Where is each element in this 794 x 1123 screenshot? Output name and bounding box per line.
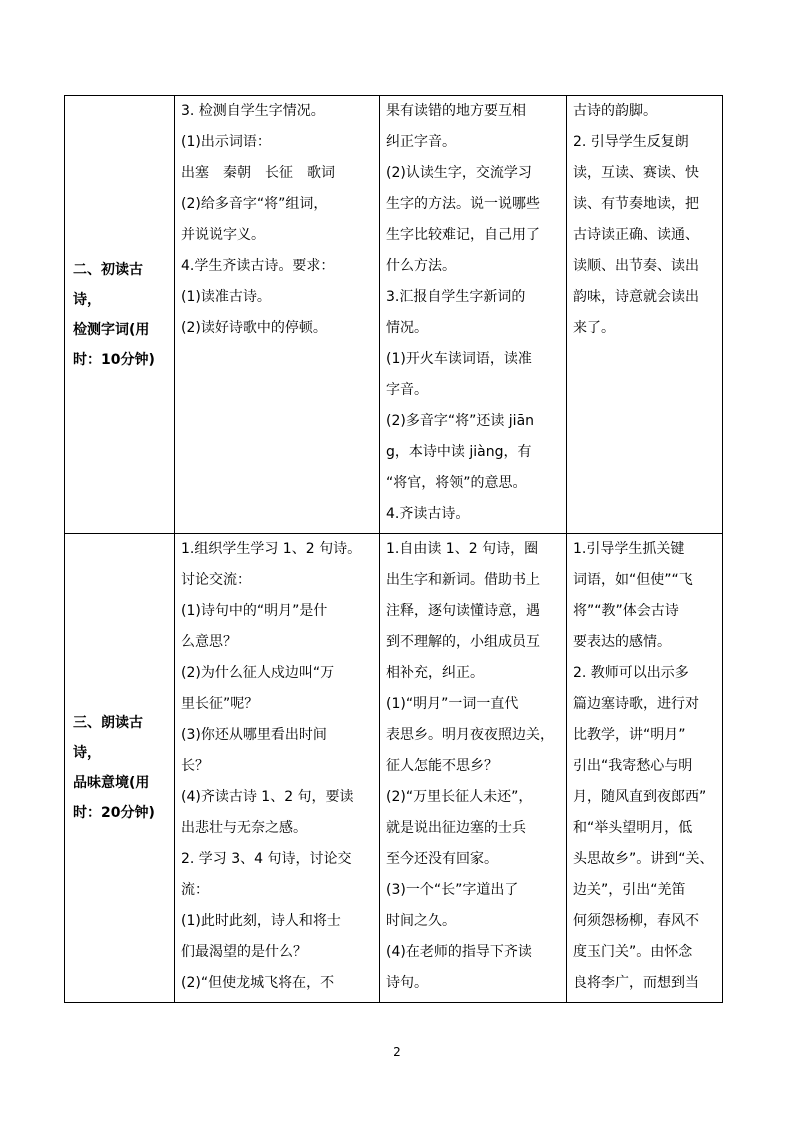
text-line: (1)读准古诗。: [181, 289, 271, 305]
teacher-activity-cell: [175, 96, 380, 534]
text-line: 什么方法。: [386, 258, 456, 274]
text-line: 就是说出征边塞的士兵: [386, 820, 526, 836]
teacher-activity-cell: [175, 534, 380, 1003]
text-line: 读、有节奏地读，把: [573, 196, 699, 212]
student-activity-cell: [380, 534, 567, 1003]
stage-title: 二、初读古诗， 检测字词(用 时：10分钟): [73, 261, 155, 368]
text-line: 3. 检测自学生字情况。: [181, 103, 325, 119]
text-line: (4)在老师的指导下齐读: [386, 944, 532, 960]
text-line: (1)“明月”一词一直代: [386, 696, 519, 712]
design-notes-cell: [567, 534, 723, 1003]
text-line: 何须怨杨柳，春风不: [573, 913, 699, 929]
text-line: 里长征”呢？: [181, 696, 259, 712]
text-line: 诗句。: [386, 975, 428, 991]
page-number: 2: [393, 1045, 401, 1059]
text-line: (1)此时此刻，诗人和将士: [181, 913, 341, 929]
text-line: 时间之久。: [386, 913, 456, 929]
text-line: 2. 教师可以出示多: [573, 665, 689, 681]
stage-cell: [65, 534, 175, 1003]
text-line: 要表达的感情。: [573, 634, 671, 650]
text-line: 生字比较难记，自己用了: [386, 227, 540, 243]
text-line: 并说说字义。: [181, 227, 265, 243]
text-line: 头思故乡”。讲到“关、: [573, 851, 714, 867]
text-line: 和“举头望明月，低: [573, 820, 693, 836]
text-line: 出生字和新词。借助书上: [386, 572, 540, 588]
lesson-plan-table: [64, 95, 723, 1003]
text-line: “将官，将领”的意思。: [386, 475, 527, 491]
text-line: 流：: [181, 882, 209, 898]
text-line: 相补充，纠正。: [386, 665, 484, 681]
text-line: 月，随风直到夜郎西”: [573, 789, 707, 805]
text-line: 出悲壮与无奈之感。: [181, 820, 307, 836]
text-line: 字音。: [386, 382, 428, 398]
stage-cell: [65, 96, 175, 534]
text-line: 们最渴望的是什么？: [181, 944, 307, 960]
text-line: (2)给多音字“将”组词，: [181, 196, 328, 212]
text-line: 良将李广，而想到当: [573, 975, 699, 991]
text-line: 生字的方法。说一说哪些: [386, 196, 540, 212]
text-line: (2)认读生字，交流学习: [386, 165, 532, 181]
text-line: (2)“万里长征人未还”，: [386, 789, 533, 805]
text-line: 3.汇报自学生字新词的: [386, 289, 526, 305]
text-line: 度玉门关”。由怀念: [573, 944, 693, 960]
text-line: 1.引导学生抓关键: [573, 541, 685, 557]
text-line: 比教学，讲“明月”: [573, 727, 686, 743]
text-line: 2. 学习 3、4 句诗，讨论交: [181, 851, 352, 867]
text-line: 表思乡。明月夜夜照边关，: [386, 727, 554, 743]
text-line: 出塞 秦朝 长征 歌词: [181, 165, 335, 181]
text-line: 情况。: [386, 320, 428, 336]
text-line: (1)出示词语：: [181, 134, 271, 150]
text-line: 2. 引导学生反复朗: [573, 134, 689, 150]
text-line: 长？: [181, 758, 209, 774]
text-line: (2)“但使龙城飞将在，不: [181, 975, 335, 991]
text-line: (1)诗句中的“明月”是什: [181, 603, 328, 619]
text-line: (3)你还从哪里看出时间: [181, 727, 327, 743]
student-activity-cell: [380, 96, 567, 534]
text-line: 么意思？: [181, 634, 237, 650]
design-notes-cell: [567, 96, 723, 534]
text-line: 征人怎能不思乡？: [386, 758, 498, 774]
text-line: 纠正字音。: [386, 134, 456, 150]
text-line: (2)为什么征人戍边叫“万: [181, 665, 335, 681]
text-line: 读顺、出节奏、读出: [573, 258, 699, 274]
text-line: 1.自由读 1、2 句诗，圈: [386, 541, 539, 557]
text-line: 4.齐读古诗。: [386, 506, 470, 522]
text-line: 古诗读正确、读通、: [573, 227, 699, 243]
text-line: 果有读错的地方要互相: [386, 103, 526, 119]
text-line: 边关”，引出“羌笛: [573, 882, 686, 898]
stage-title: 三、朗读古诗， 品味意境(用 时：20分钟): [73, 715, 155, 821]
text-line: (2)读好诗歌中的停顿。: [181, 320, 327, 336]
text-line: (4)齐读古诗 1、2 句，要读: [181, 789, 354, 805]
text-line: 篇边塞诗歌，进行对: [573, 696, 699, 712]
text-line: 注释，逐句读懂诗意，遇: [386, 603, 540, 619]
text-line: 读，互读、赛读、快: [573, 165, 699, 181]
text-line: g，本诗中读 jiàng，有: [386, 444, 532, 460]
text-line: 至今还没有回家。: [386, 851, 498, 867]
text-line: (3)一个“长”字道出了: [386, 882, 519, 898]
text-line: (2)多音字“将”还读 jiān: [386, 413, 535, 429]
text-line: 来了。: [573, 320, 615, 336]
text-line: 将”“教”体会古诗: [573, 603, 679, 619]
text-line: 词语，如“但使”“飞: [573, 572, 693, 588]
text-line: 古诗的韵脚。: [573, 103, 657, 119]
text-line: 1.组织学生学习 1、2 句诗。: [181, 541, 362, 557]
text-line: 韵味，诗意就会读出: [573, 289, 699, 305]
text-line: 到不理解的，小组成员互: [386, 634, 540, 650]
table-row: [65, 534, 723, 1003]
text-line: 讨论交流：: [181, 572, 251, 588]
text-line: (1)开火车读词语，读准: [386, 351, 532, 367]
text-line: 引出“我寄愁心与明: [573, 758, 693, 774]
table-row: [65, 96, 723, 534]
text-line: 4.学生齐读古诗。要求：: [181, 258, 335, 274]
